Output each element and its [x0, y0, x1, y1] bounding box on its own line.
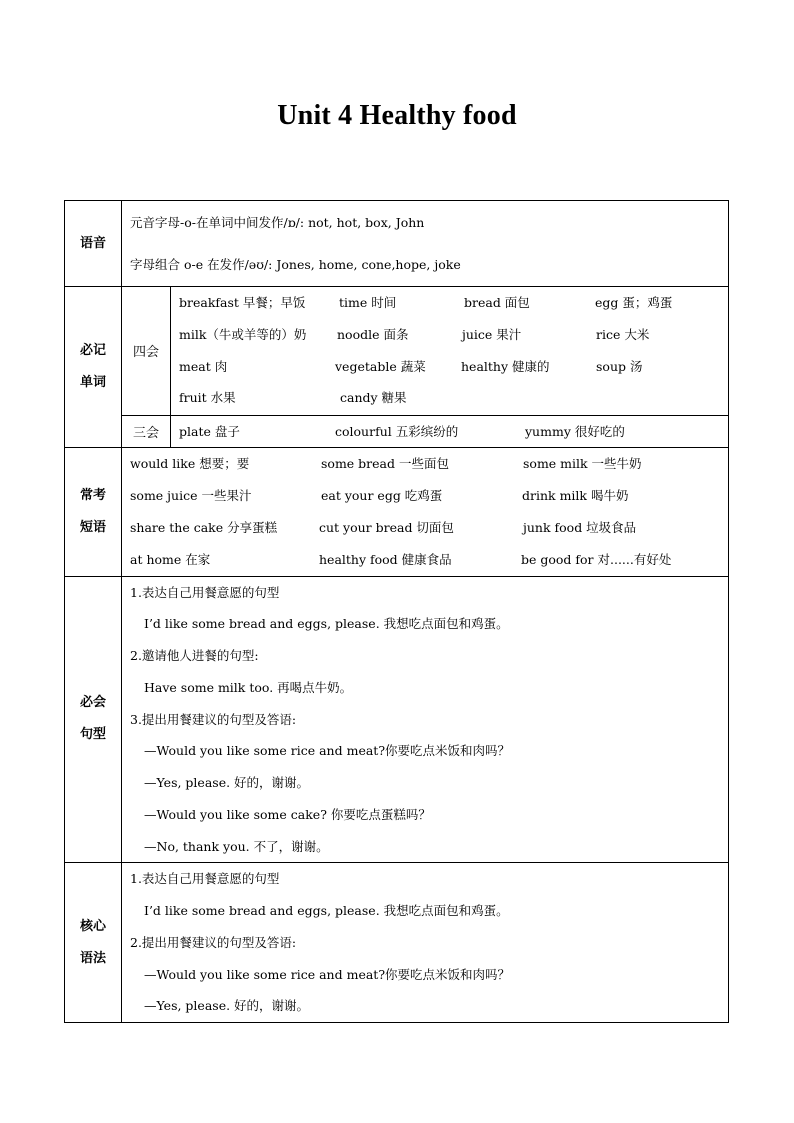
phrase-row: [122, 448, 728, 480]
word-item: time 时间: [339, 295, 397, 310]
pronunciation-row: [65, 201, 729, 287]
word-item: bread 面包: [464, 295, 530, 310]
word-item: plate 盘子: [179, 423, 240, 439]
word-item: egg 蛋；鸡蛋: [595, 295, 673, 310]
summary-table: [64, 200, 729, 1023]
phrase-item: some juice 一些果汁: [130, 487, 252, 503]
grammar-row: [65, 863, 729, 1023]
phrase-row: [122, 544, 728, 576]
phrase-item: be good for 对......有好处: [521, 551, 672, 567]
page-title: Unit 4 Healthy food: [277, 100, 517, 131]
phrase-item: would like 想要；要: [130, 455, 250, 471]
sentences-row: [65, 576, 729, 863]
three-skills-words: [171, 415, 729, 447]
sentence-line: —No, thank you. 不了，谢谢。: [144, 838, 329, 854]
phrase-item: junk food 垃圾食品: [523, 519, 637, 535]
vocabulary-content: [122, 287, 729, 448]
sentences-label: [65, 576, 122, 863]
sentence-line: —Would you like some rice and meat?你要吃点米饭和肉吗？: [144, 743, 511, 759]
sentence-line: Have some milk too. 再喝点牛奶。: [144, 679, 353, 695]
sentences-label-line1: 必会: [79, 695, 106, 711]
grammar-label: [65, 863, 122, 1023]
word-item: juice 果汁: [462, 326, 522, 342]
word-row: [171, 416, 728, 447]
phrases-label: [65, 447, 122, 576]
word-row: [171, 287, 728, 319]
phrase-item: eat your egg 吃鸡蛋: [321, 487, 443, 503]
grammar-label-line1: 核心: [79, 918, 106, 934]
phrases-row: [65, 447, 729, 576]
vocabulary-label-line2: 单词: [79, 374, 106, 390]
sentence-heading: 3.提出用餐建议的句型及答语:: [130, 711, 297, 727]
pronunciation-line: 字母组合 o-e 在发作/əʊ/: Jones, home, cone,hope, joke: [130, 257, 461, 272]
phrases-label-line2: 短语: [79, 519, 106, 535]
word-row: [171, 319, 728, 351]
word-item: colourful 五彩缤纷的: [335, 423, 459, 439]
word-item: meat 肉: [179, 358, 228, 374]
phrases-content: [122, 447, 729, 576]
word-item: fruit 水果: [179, 390, 236, 406]
vocabulary-row: [65, 287, 729, 448]
word-item: rice 大米: [596, 326, 650, 342]
phrase-item: at home 在家: [130, 551, 211, 567]
word-item: yummy 很好吃的: [525, 423, 625, 439]
phrase-row: [122, 480, 728, 512]
sentence-line: —Yes, please. 好的，谢谢。: [144, 775, 310, 790]
sentence-heading: 1.表达自己用餐意愿的句型: [130, 584, 280, 600]
word-row: [171, 382, 728, 414]
phrases-label-line1: 常考: [79, 487, 106, 503]
phrase-item: healthy food 健康食品: [319, 551, 452, 567]
pronunciation-label: 语音: [65, 201, 122, 287]
vocabulary-label-line1: 必记: [79, 342, 106, 358]
word-item: candy 糖果: [340, 390, 407, 406]
grammar-line: —Would you like some rice and meat?你要吃点米饭和肉吗？: [144, 966, 511, 982]
three-skills-label: 三会: [122, 415, 171, 447]
word-item: noodle 面条: [337, 326, 409, 342]
grammar-heading: 2.提出用餐建议的句型及答语:: [130, 934, 297, 950]
word-item: healthy 健康的: [461, 358, 550, 374]
phrase-item: some bread 一些面包: [321, 455, 449, 471]
pronunciation-line: 元音字母-o-在单词中间发作/ɒ/: not, hot, box, John: [130, 215, 425, 230]
phrase-item: cut your bread 切面包: [319, 519, 454, 535]
word-item: soup 汤: [596, 358, 643, 374]
pronunciation-content: [122, 201, 729, 287]
grammar-label-line2: 语法: [79, 950, 106, 966]
sentences-label-line2: 句型: [79, 727, 106, 743]
grammar-content: [122, 863, 729, 1023]
grammar-line: I’d like some bread and eggs, please. 我想吃点面包和鸡蛋。: [144, 903, 509, 918]
grammar-line: —Yes, please. 好的，谢谢。: [144, 998, 310, 1014]
word-item: breakfast 早餐；早饭: [179, 295, 306, 310]
phrase-item: some milk 一些牛奶: [523, 455, 642, 471]
sentence-line: I’d like some bread and eggs, please. 我想吃点面包和鸡蛋。: [144, 616, 509, 632]
vocabulary-label: [65, 287, 122, 448]
phrase-item: share the cake 分享蛋糕: [130, 519, 278, 535]
word-row: [171, 351, 728, 383]
sentence-heading: 2.邀请他人进餐的句型:: [130, 648, 259, 663]
word-item: vegetable 蔬菜: [335, 358, 426, 374]
phrase-row: [122, 512, 728, 544]
grammar-heading: 1.表达自己用餐意愿的句型: [130, 871, 280, 887]
four-skills-words: [171, 287, 729, 415]
four-skills-label: 四会: [122, 287, 171, 415]
word-item: milk（牛或羊等的）奶: [179, 326, 307, 342]
sentences-content: [122, 576, 729, 863]
phrase-item: drink milk 喝牛奶: [522, 487, 629, 503]
sentence-line: —Would you like some cake? 你要吃点蛋糕吗？: [144, 806, 431, 822]
